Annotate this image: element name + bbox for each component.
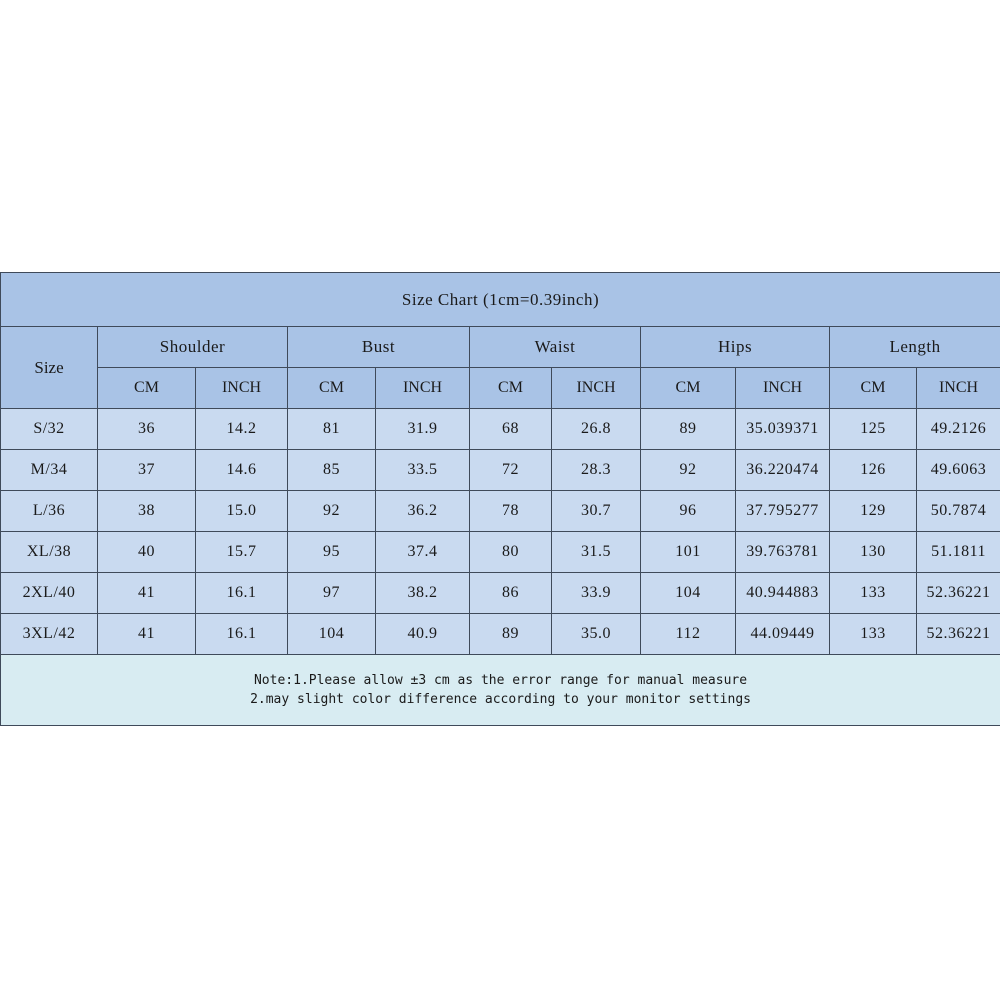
table-cell: 36.2 [376,491,470,532]
unit-header: CM [830,368,917,409]
size-label: 3XL/42 [1,614,98,655]
size-label: M/34 [1,450,98,491]
table-cell: 28.3 [552,450,641,491]
table-cell: 85 [288,450,376,491]
table-row [1,614,1000,655]
table-cell: 36.220474 [736,450,830,491]
size-label: XL/38 [1,532,98,573]
table-cell: 14.2 [196,409,288,450]
table-cell: 89 [470,614,552,655]
group-header-waist: Waist [470,327,641,368]
table-cell: 38.2 [376,573,470,614]
table-cell: 112 [641,614,736,655]
table-cell: 16.1 [196,614,288,655]
table-cell: 129 [830,491,917,532]
table-cell: 33.5 [376,450,470,491]
note-line-2: 2.may slight color difference according to your monitor settings [250,692,751,707]
table-cell: 72 [470,450,552,491]
table-cell: 26.8 [552,409,641,450]
group-header-shoulder: Shoulder [98,327,288,368]
table-cell: 92 [288,491,376,532]
table-cell: 35.0 [552,614,641,655]
table-cell: 40.944883 [736,573,830,614]
unit-header: CM [98,368,196,409]
table-cell: 97 [288,573,376,614]
size-label: S/32 [1,409,98,450]
table-cell: 36 [98,409,196,450]
table-cell: 133 [830,573,917,614]
size-chart [0,272,1000,726]
table-cell: 15.0 [196,491,288,532]
table-cell: 40.9 [376,614,470,655]
table-cell: 81 [288,409,376,450]
table-cell: 78 [470,491,552,532]
size-label: 2XL/40 [1,573,98,614]
table-cell: 14.6 [196,450,288,491]
table-cell: 15.7 [196,532,288,573]
table-cell: 39.763781 [736,532,830,573]
table-row [1,491,1000,532]
unit-header: CM [641,368,736,409]
table-cell: 125 [830,409,917,450]
table-row [1,409,1000,450]
table-cell: 52.36221 [917,573,1000,614]
table-cell: 16.1 [196,573,288,614]
unit-header: INCH [376,368,470,409]
chart-title: Size Chart (1cm=0.39inch) [1,273,1000,327]
table-row [1,573,1000,614]
table-cell: 49.2126 [917,409,1000,450]
table-cell: 130 [830,532,917,573]
size-chart-table [0,272,1000,726]
table-cell: 133 [830,614,917,655]
size-column-header: Size [1,327,98,409]
table-cell: 92 [641,450,736,491]
group-header-bust: Bust [288,327,470,368]
size-label: L/36 [1,491,98,532]
table-cell: 51.1811 [917,532,1000,573]
group-header-hips: Hips [641,327,830,368]
unit-header: CM [288,368,376,409]
unit-header: INCH [736,368,830,409]
notes-section [1,655,1000,726]
table-cell: 40 [98,532,196,573]
table-cell: 96 [641,491,736,532]
table-cell: 35.039371 [736,409,830,450]
group-header-length: Length [830,327,1000,368]
table-cell: 31.5 [552,532,641,573]
table-cell: 68 [470,409,552,450]
table-cell: 41 [98,614,196,655]
table-cell: 49.6063 [917,450,1000,491]
table-row [1,532,1000,573]
note-line-1: Note:1.Please allow ±3 cm as the error range for manual measure [253,673,748,688]
table-cell: 37.795277 [736,491,830,532]
table-cell: 95 [288,532,376,573]
table-cell: 104 [288,614,376,655]
unit-header: CM [470,368,552,409]
table-row [1,450,1000,491]
table-cell: 80 [470,532,552,573]
table-cell: 38 [98,491,196,532]
table-cell: 104 [641,573,736,614]
table-cell: 37.4 [376,532,470,573]
table-cell: 31.9 [376,409,470,450]
table-cell: 44.09449 [736,614,830,655]
table-cell: 101 [641,532,736,573]
table-cell: 50.7874 [917,491,1000,532]
unit-header: INCH [917,368,1000,409]
table-cell: 30.7 [552,491,641,532]
table-cell: 126 [830,450,917,491]
unit-header: INCH [552,368,641,409]
table-cell: 86 [470,573,552,614]
table-cell: 52.36221 [917,614,1000,655]
table-cell: 41 [98,573,196,614]
unit-header: INCH [196,368,288,409]
table-cell: 89 [641,409,736,450]
table-cell: 33.9 [552,573,641,614]
table-cell: 37 [98,450,196,491]
